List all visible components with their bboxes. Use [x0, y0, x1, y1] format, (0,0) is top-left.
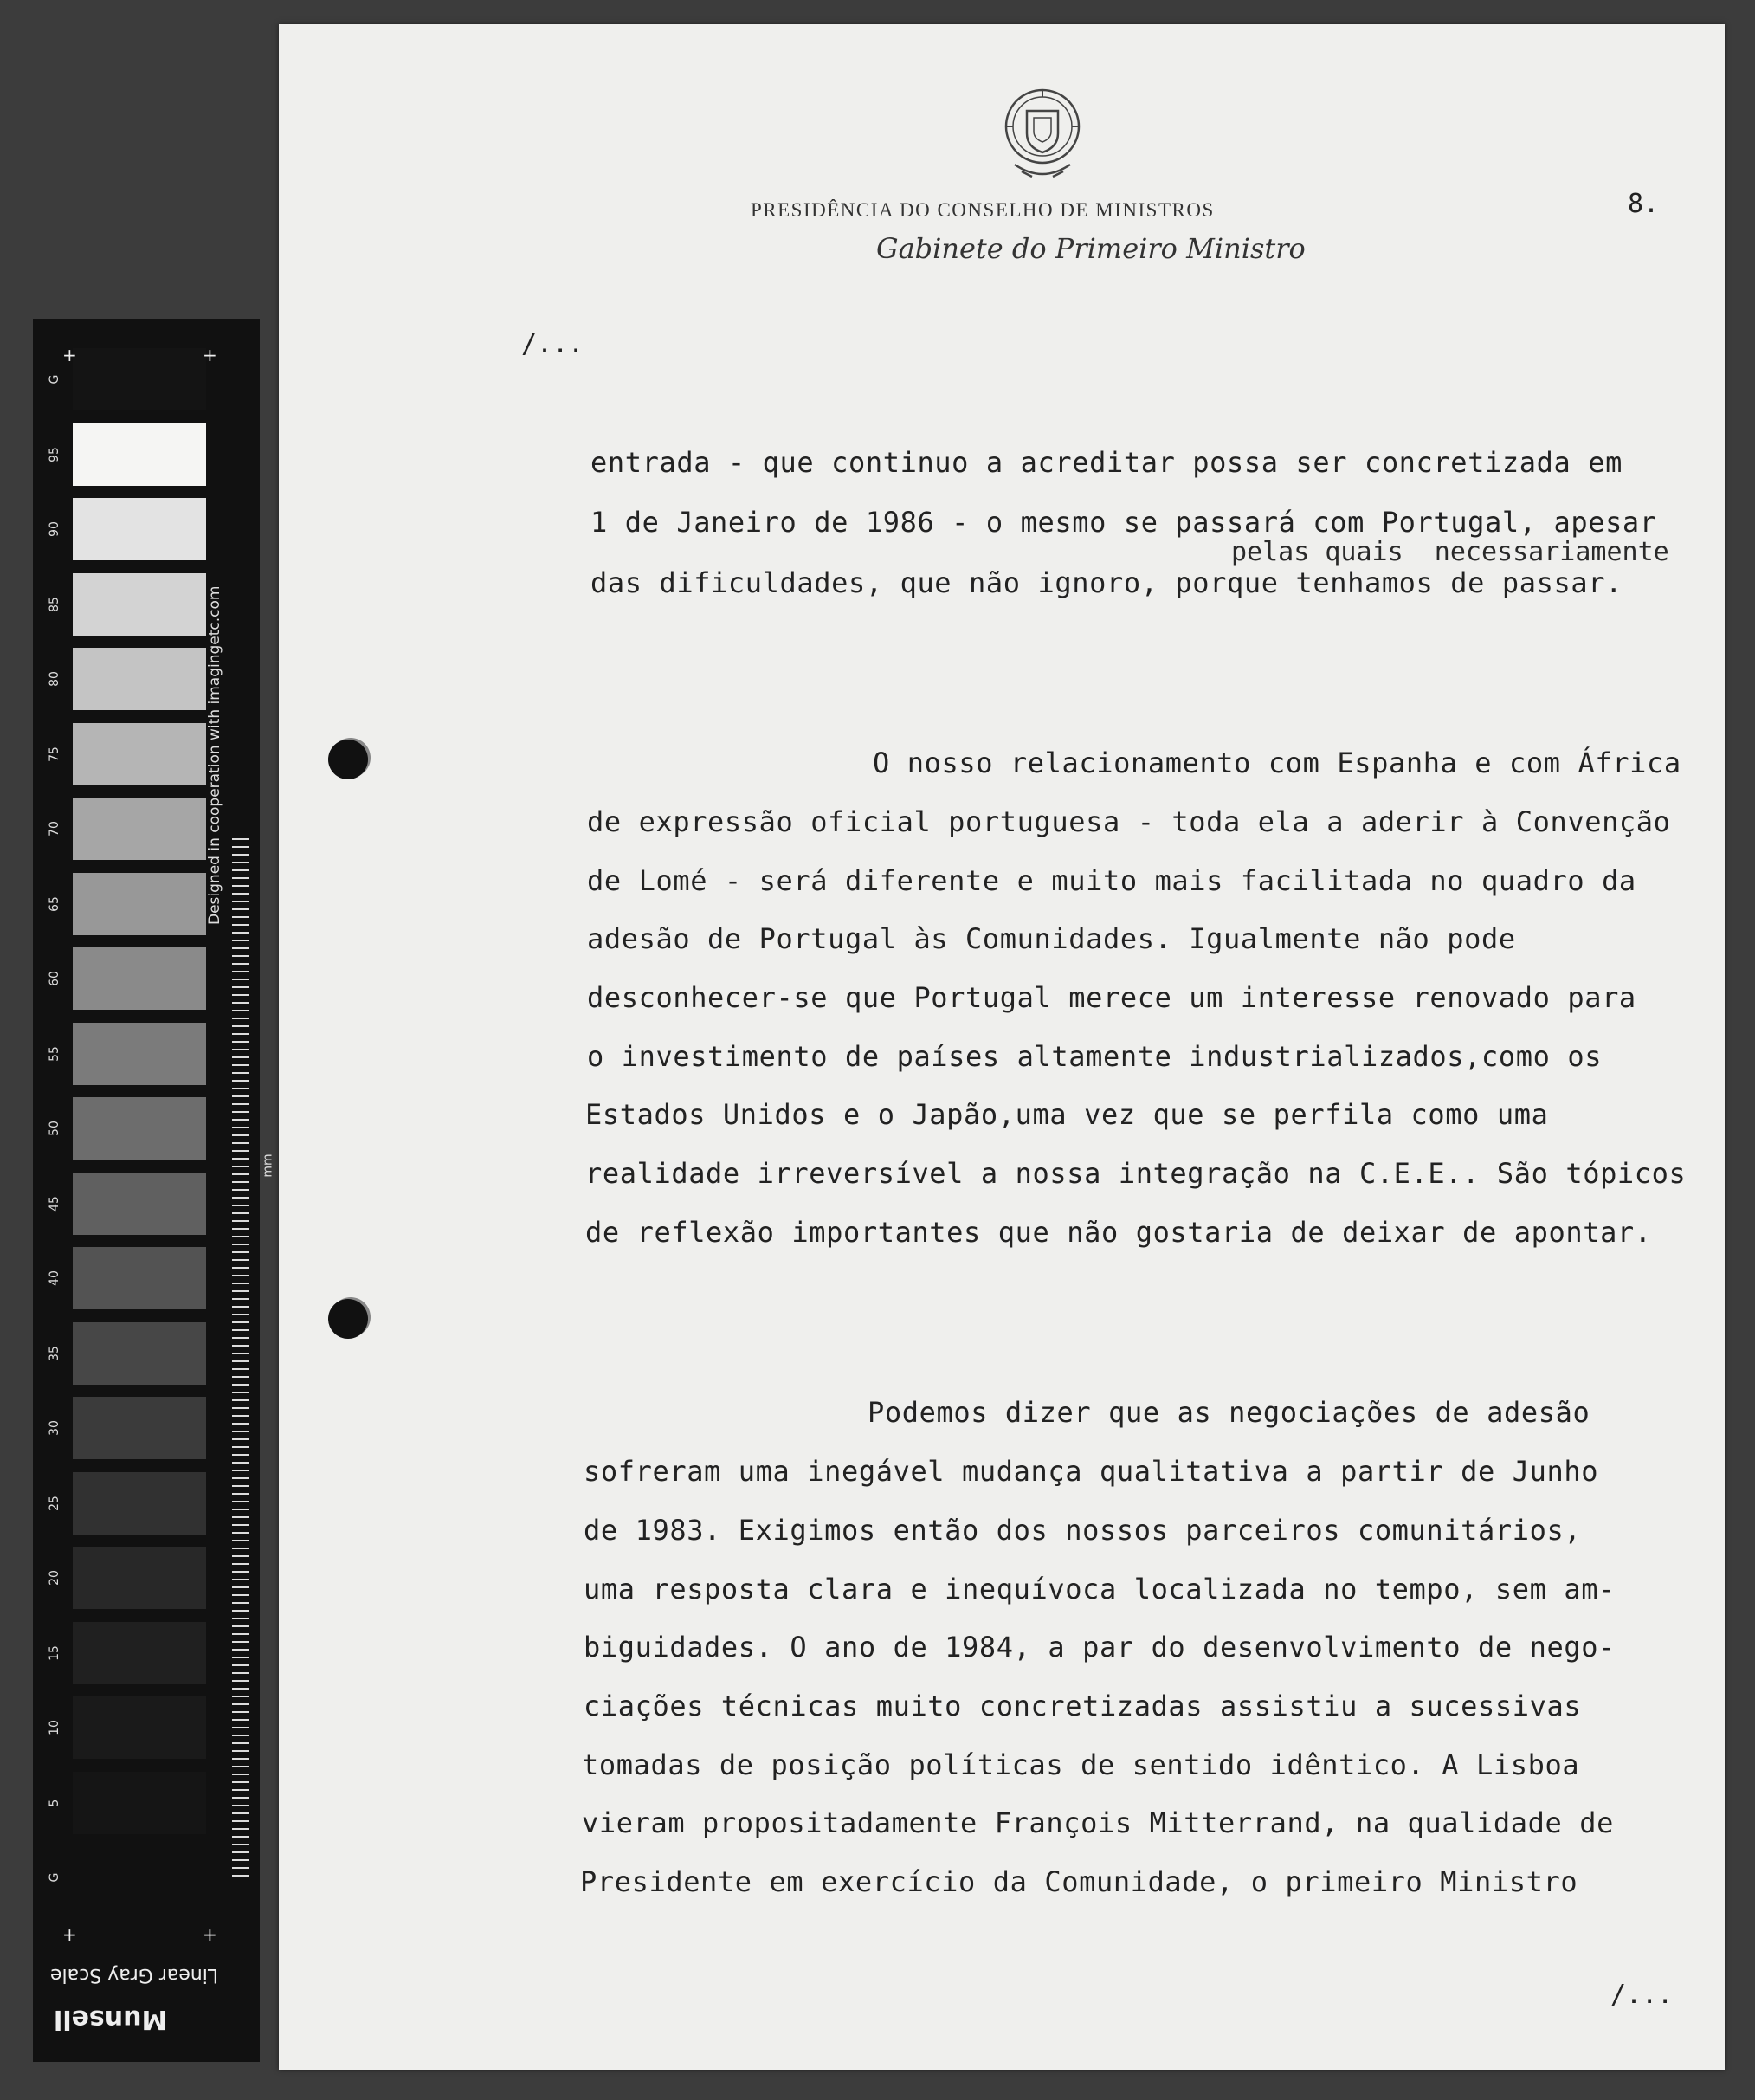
gray-patch: [73, 423, 206, 486]
gray-patch-label: 5: [48, 1799, 61, 1806]
text-line: sofreram uma inegável mudança qualitativa a partir de Junho: [584, 1455, 1599, 1488]
continuation-mark-top: /...: [521, 329, 584, 359]
punch-hole: [328, 1299, 368, 1339]
text-line: biguidades. O ano de 1984, a par do desenvolvimento de nego-: [584, 1631, 1616, 1664]
letterhead-subtitle: Gabinete do Primeiro Ministro: [876, 232, 1306, 265]
coat-of-arms-icon: [997, 81, 1087, 184]
text-line: Podemos dizer que as negociações de adesão: [868, 1396, 1590, 1429]
text-line: entrada - que continuo a acreditar possa ser concretizada em: [590, 446, 1623, 479]
gray-patch: [73, 1397, 206, 1459]
document-page: [279, 24, 1725, 2070]
page-number: 8.: [1628, 189, 1660, 219]
continuation-mark-bottom: /...: [1610, 1980, 1674, 2010]
text-line: uma resposta clara e inequívoca localizada no tempo, sem am-: [584, 1573, 1616, 1606]
gray-patch-label: 70: [48, 821, 61, 837]
gray-patch: [73, 1846, 206, 1909]
gray-patch-label: 40: [48, 1270, 61, 1286]
text-line: tomadas de posição políticas de sentido idêntico. A Lisboa: [582, 1748, 1580, 1781]
text-line: 1 de Janeiro de 1986 - o mesmo se passará com Portugal, apesar: [590, 506, 1657, 539]
mm-ruler: [232, 838, 249, 1877]
plus-mark-icon: +: [62, 1924, 77, 1945]
gray-patch-label: 95: [48, 446, 61, 462]
text-line: das dificuldades, que não ignoro, porque tenhamos de passar.: [590, 566, 1623, 599]
plus-mark-icon: +: [203, 345, 217, 365]
punch-hole: [328, 740, 368, 779]
gray-scale-card: [33, 319, 275, 2062]
gray-patch-label: 25: [48, 1495, 61, 1511]
text-line: o investimento de países altamente industrializados,como os: [587, 1040, 1603, 1073]
gray-patch-label: 45: [48, 1195, 61, 1212]
gray-patch: [73, 1023, 206, 1085]
text-line: desconhecer-se que Portugal merece um interesse renovado para: [587, 981, 1636, 1014]
gray-patch-label: 85: [48, 596, 61, 612]
gray-patch: [73, 947, 206, 1010]
gray-patch: [73, 1173, 206, 1235]
gray-patch-label: 15: [48, 1644, 61, 1661]
gray-patch: [73, 1322, 206, 1385]
gray-patch: [73, 1772, 206, 1834]
gray-patch-label: 55: [48, 1045, 61, 1062]
gray-patch-label: 65: [48, 895, 61, 912]
text-line: O nosso relacionamento com Espanha e com África: [873, 746, 1681, 779]
text-line: de reflexão importantes que não gostaria de deixar de apontar.: [585, 1216, 1652, 1249]
gray-patch: [73, 1247, 206, 1309]
gray-patch: [73, 723, 206, 785]
plus-mark-icon: +: [62, 345, 77, 365]
scale-unit: mm: [261, 1153, 275, 1178]
gray-patch: [73, 798, 206, 860]
text-line: Presidente em exercício da Comunidade, o primeiro Ministro: [580, 1865, 1578, 1898]
gray-patch: [73, 1097, 206, 1160]
text-line: de Lomé - será diferente e muito mais facilitada no quadro da: [587, 864, 1636, 897]
scale-credit-text: Designed in cooperation with imagingetc.com: [206, 585, 223, 925]
scale-brand: Munsell: [54, 2004, 168, 2034]
gray-patch-label: 75: [48, 746, 61, 762]
gray-patch: [73, 348, 206, 410]
gray-patch-label: 50: [48, 1121, 61, 1136]
text-line: de 1983. Exigimos então dos nossos parceiros comunitários,: [584, 1514, 1582, 1547]
gray-patch-label: G: [48, 1872, 61, 1883]
text-line: realidade irreversível a nossa integração na C.E.E.. São tópicos: [585, 1157, 1687, 1190]
gray-patch: [73, 873, 206, 935]
gray-patch: [73, 648, 206, 710]
gray-patch: [73, 498, 206, 560]
gray-patch-label: 30: [48, 1420, 61, 1436]
gray-patch-label: G: [48, 374, 61, 384]
gray-patch: [73, 1547, 206, 1609]
gray-patch-label: 35: [48, 1345, 61, 1361]
gray-patch-label: 60: [48, 971, 61, 986]
gray-patch-label: 90: [48, 521, 61, 537]
gray-patch-label: 10: [48, 1720, 61, 1735]
gray-patch: [73, 1696, 206, 1759]
text-line: vieram propositadamente François Mitterrand, na qualidade de: [582, 1806, 1614, 1839]
gray-patch-label: 20: [48, 1570, 61, 1586]
gray-patch: [73, 573, 206, 636]
gray-patch: [73, 1622, 206, 1684]
text-line: ciações técnicas muito concretizadas assistiu a sucessivas: [584, 1690, 1582, 1722]
scale-name: Linear Gray Scale: [50, 1964, 219, 1986]
plus-mark-icon: +: [203, 1924, 217, 1945]
text-line: de expressão oficial portuguesa - toda ela a aderir à Convenção: [587, 805, 1671, 838]
gray-patch-label: 80: [48, 671, 61, 687]
text-line: adesão de Portugal às Comunidades. Igualmente não pode: [587, 922, 1516, 955]
gray-patch: [73, 1472, 206, 1535]
letterhead-title: PRESIDÊNCIA DO CONSELHO DE MINISTROS: [751, 199, 1215, 221]
text-line: Estados Unidos e o Japão,uma vez que se perfila como uma: [585, 1098, 1549, 1131]
handwritten-insertion: pelas quais necessariamente: [1231, 537, 1669, 567]
